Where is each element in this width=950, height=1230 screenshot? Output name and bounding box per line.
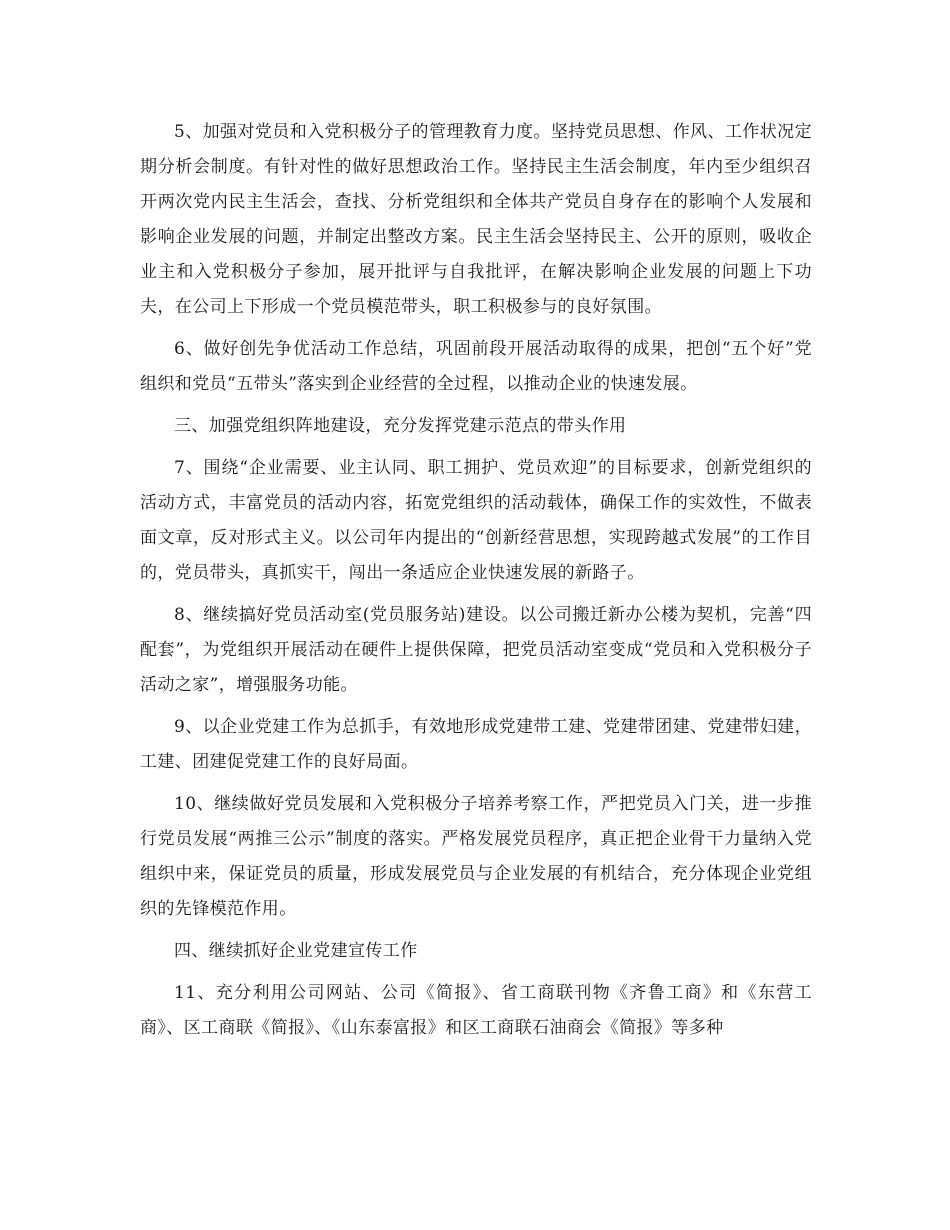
section-heading-4: 四、继续抓好企业党建宣传工作 [174,941,418,961]
paragraph-item-9: 9、以企业党建工作为总抓手，有效地形成党建带工建、党建带团建、党建带妇建，工建、团建促党建工作的良好局面。 [140,717,812,772]
section-heading-3: 三、加强党组织阵地建设，充分发挥党建示范点的带头作用 [174,416,627,436]
document-body [140,115,812,1053]
paragraph-item-7: 7、围绕“企业需要、业主认同、职工拥护、党员欢迎”的目标要求，创新党组织的活动方式，丰富党员的活动内容，拓宽党组织的活动载体，确保工作的实效性，不做表面文章，反对形式主义。以公司年内提出的“创新经营思想，实现跨越式发展”的工作目的，党员带头，真抓实干，闯出一条适应企业快速发展的新路子。 [140,458,812,583]
paragraph-item-10: 10、继续做好党员发展和入党积极分子培养考察工作，严把党员入门关，进一步推行党员发展“两推三公示”制度的落实。严格发展党员程序，真正把企业骨干力量纳入党组织中来，保证党员的质量，形成发展党员与企业发展的有机结合，充分体现企业党组织的先锋模范作用。 [140,794,812,919]
paragraph-item-11: 11、充分利用公司网站、公司《简报》、省工商联刊物《齐鲁工商》和《东营工商》、区工商联《简报》、《山东泰富报》和区工商联石油商会《简报》等多种 [140,983,812,1038]
paragraph-item-8: 8、继续搞好党员活动室(党员服务站)建设。以公司搬迁新办公楼为契机，完善“四配套”，为党组织开展活动在硬件上提供保障，把党员活动室变成“党员和入党积极分子活动之家”，增强服务功能。 [140,605,812,695]
paragraph-item-5: 5、加强对党员和入党积极分子的管理教育力度。坚持党员思想、作风、工作状况定期分析会制度。有针对性的做好思想政治工作。坚持民主生活会制度，年内至少组织召开两次党内民主生活会，查找、分析党组织和全体共产党员自身存在的影响个人发展和影响企业发展的问题，并制定出整改方案。民主生活会坚持民主、公开的原则，吸收企业主和入党积极分子参加，展开批评与自我批评，在解决影响企业发展的问题上下功夫，在公司上下形成一个党员模范带头，职工积极参与的良好氛围。 [140,122,812,317]
paragraph-item-6: 6、做好创先争优活动工作总结，巩固前段开展活动取得的成果，把创“五个好”党组织和党员“五带头”落实到企业经营的全过程，以推动企业的快速发展。 [140,339,812,394]
